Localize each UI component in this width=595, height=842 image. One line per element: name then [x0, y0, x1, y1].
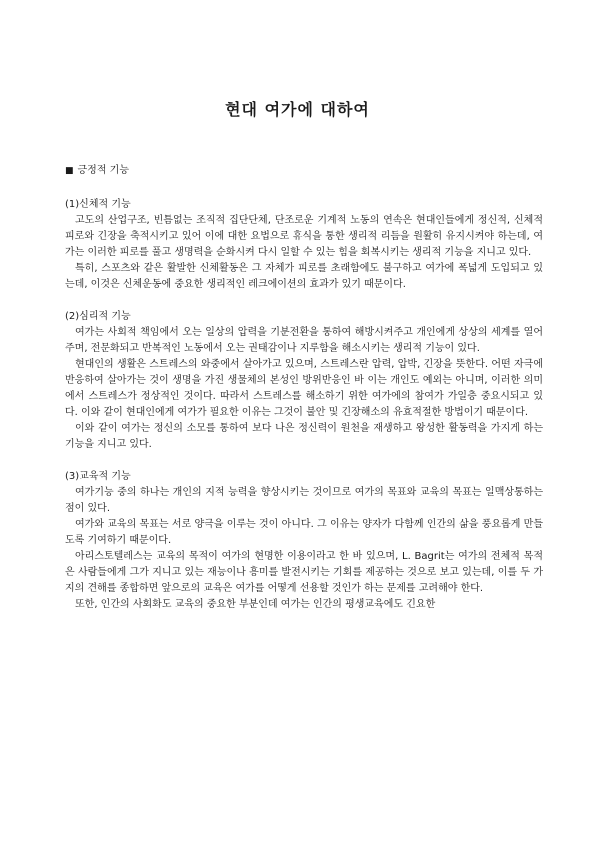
document-title: 현대 여가에 대하여: [225, 100, 370, 119]
square-bullet-icon: ■: [65, 166, 74, 176]
section-heading: [65, 163, 543, 179]
section-heading-text: 긍정적 기능: [77, 165, 129, 176]
paragraph: 여가기능 중의 하나는 개인의 지적 능력을 향상시키는 것이므로 여가의 목표와 교육의 목표는 일맥상통하는 점이 있다.: [65, 487, 543, 514]
paragraph: 여가와 교육의 목표는 서로 양극을 이루는 것이 아니다. 그 이유는 양자가 다함께 인간의 삶을 풍요롭게 만들도록 기여하기 때문이다.: [65, 519, 543, 546]
subsection-psychological: [65, 309, 543, 453]
subsection-heading: (1)신체적 기능: [65, 199, 131, 210]
paragraph: 특히, 스포츠와 같은 활발한 신체활동은 그 자체가 피로를 초래함에도 불구하고 여가에 폭넓게 도입되고 있는데, 이것은 신체운동에 중요한 생리적인 레크에이션의 효과가 있기 때문이다.: [65, 263, 543, 290]
subsection-educational: [65, 469, 543, 613]
subsection-heading: (2)심리적 기능: [65, 311, 131, 322]
paragraph: 현대인의 생활은 스트레스의 와중에서 살아가고 있으며, 스트레스란 압력, 압박, 긴장을 뜻한다. 어떤 자극에 반응하여 살아가는 것이 생명을 가진 생물체의 본성인 방위반응인 바 이는 개인도 예외는 아니며, 이러한 의미에서 스트레스가 정상적인 것이다. 따라서 스트레스를 해소하기 위한 여가에의 참여가 가일층 중요시되고 있다. 이와 같이 현대인에게 여가가 필요한 이유는 그것이 불안 및 긴장해소의 유효적절한 방법이기 때문이다.: [65, 359, 543, 418]
document-body: [65, 163, 543, 613]
paragraph: 여가는 사회적 책임에서 오는 일상의 압력을 기분전환을 통하여 해방시켜주고 개인에게 상상의 세계를 열어주며, 전문화되고 반복적인 노동에서 오는 권태감이나 지루함을 해소시키는 생리적 기능이 있다.: [65, 327, 543, 354]
subsection-heading: (3)교육적 기능: [65, 471, 131, 482]
paragraph: 고도의 산업구조, 빈틈없는 조직적 집단단체, 단조로운 기계적 노동의 연속은 현대인들에게 정신적, 신체적 피로와 긴장을 축적시키고 있어 이에 대한 요법으로 휴식을 통한 생리적 리듬을 원활히 유지시켜야 하는데, 여가는 이러한 피로를 풀고 생명력을 순화시켜 다시 일할 수 있는 힘을 회복시키는 생리적 기능을 지니고 있다.: [65, 215, 543, 258]
paragraph: 이와 같이 여가는 정신의 소모를 통하여 보다 나은 정신력이 원천을 재생하고 왕성한 활동력을 가지게 하는 기능을 지니고 있다.: [65, 423, 543, 450]
paragraph: 아리스토텔레스는 교육의 목적이 여가의 현명한 이용이라고 한 바 있으며, L. Bagrit는 여가의 전체적 목적은 사람들에게 그가 지니고 있는 재능이나 흥미를 발전시키는 기회를 제공하는 것으로 보고 있는데, 이를 두 가지의 견해를 종합하면 앞으로의 교육은 여가를 어떻게 선용할 것인가 하는 문제를 고려해야 한다.: [65, 551, 543, 594]
paragraph: 또한, 인간의 사회화도 교육의 중요한 부분인데 여가는 인간의 평생교육에도 긴요한: [75, 599, 436, 610]
subsection-physical: [65, 197, 543, 293]
